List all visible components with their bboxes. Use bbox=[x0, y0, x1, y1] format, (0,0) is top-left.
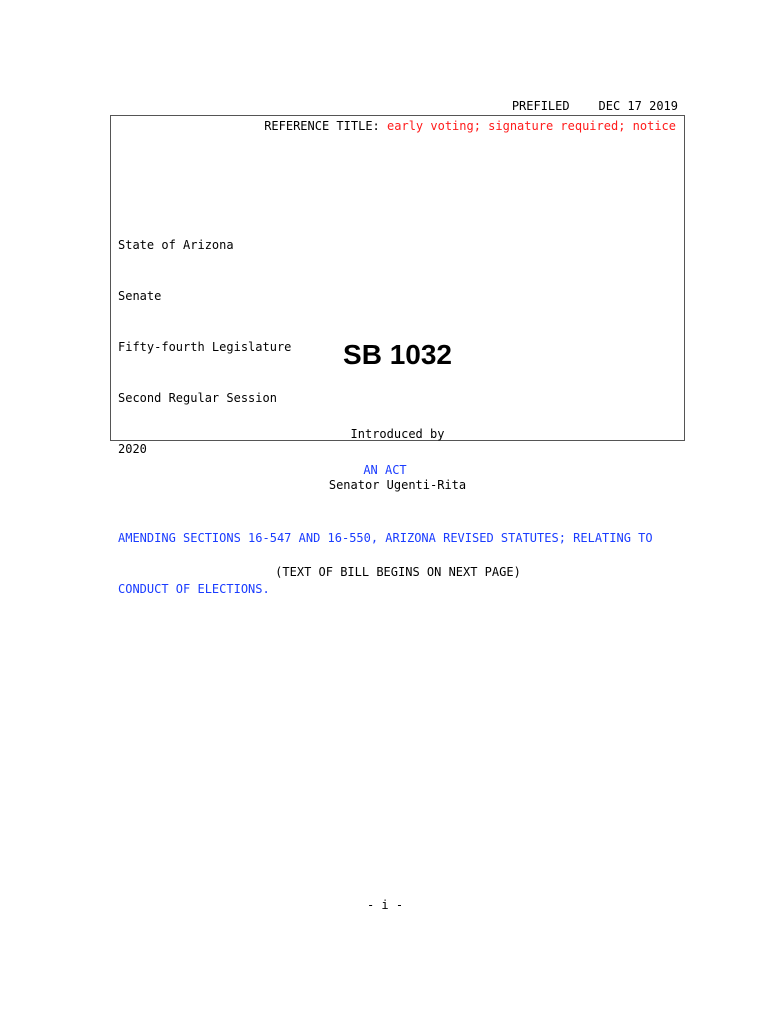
bill-number: SB 1032 bbox=[343, 339, 452, 370]
reference-title-label: REFERENCE TITLE: bbox=[264, 119, 380, 133]
introduced-by-label: Introduced by bbox=[350, 427, 445, 441]
sponsor-name: Senator Ugenti-Rita bbox=[328, 478, 467, 492]
chamber-line: Senate bbox=[118, 289, 162, 303]
act-description-line: AMENDING SECTIONS 16-547 AND 16-550, ARIZONA REVISED STATUTES; RELATING TO bbox=[118, 531, 653, 545]
prefiled-date: DEC 17 2019 bbox=[598, 99, 678, 113]
act-description-line: CONDUCT OF ELECTIONS. bbox=[118, 582, 270, 596]
prefiled-line bbox=[512, 98, 678, 115]
legislature-line: Fifty-fourth Legislature bbox=[118, 340, 292, 354]
text-begins-note: (TEXT OF BILL BEGINS ON NEXT PAGE) bbox=[275, 565, 521, 579]
session-line: Second Regular Session bbox=[118, 391, 277, 405]
reference-title-line bbox=[264, 118, 676, 135]
prefiled-label: PREFILED bbox=[511, 99, 570, 113]
page-number: - i - bbox=[366, 898, 404, 912]
act-heading: AN ACT bbox=[363, 463, 407, 477]
state-line: State of Arizona bbox=[118, 238, 234, 252]
year-line: 2020 bbox=[118, 442, 147, 456]
reference-title-text: early voting; signature required; notice bbox=[387, 119, 676, 133]
act-description bbox=[118, 496, 653, 615]
